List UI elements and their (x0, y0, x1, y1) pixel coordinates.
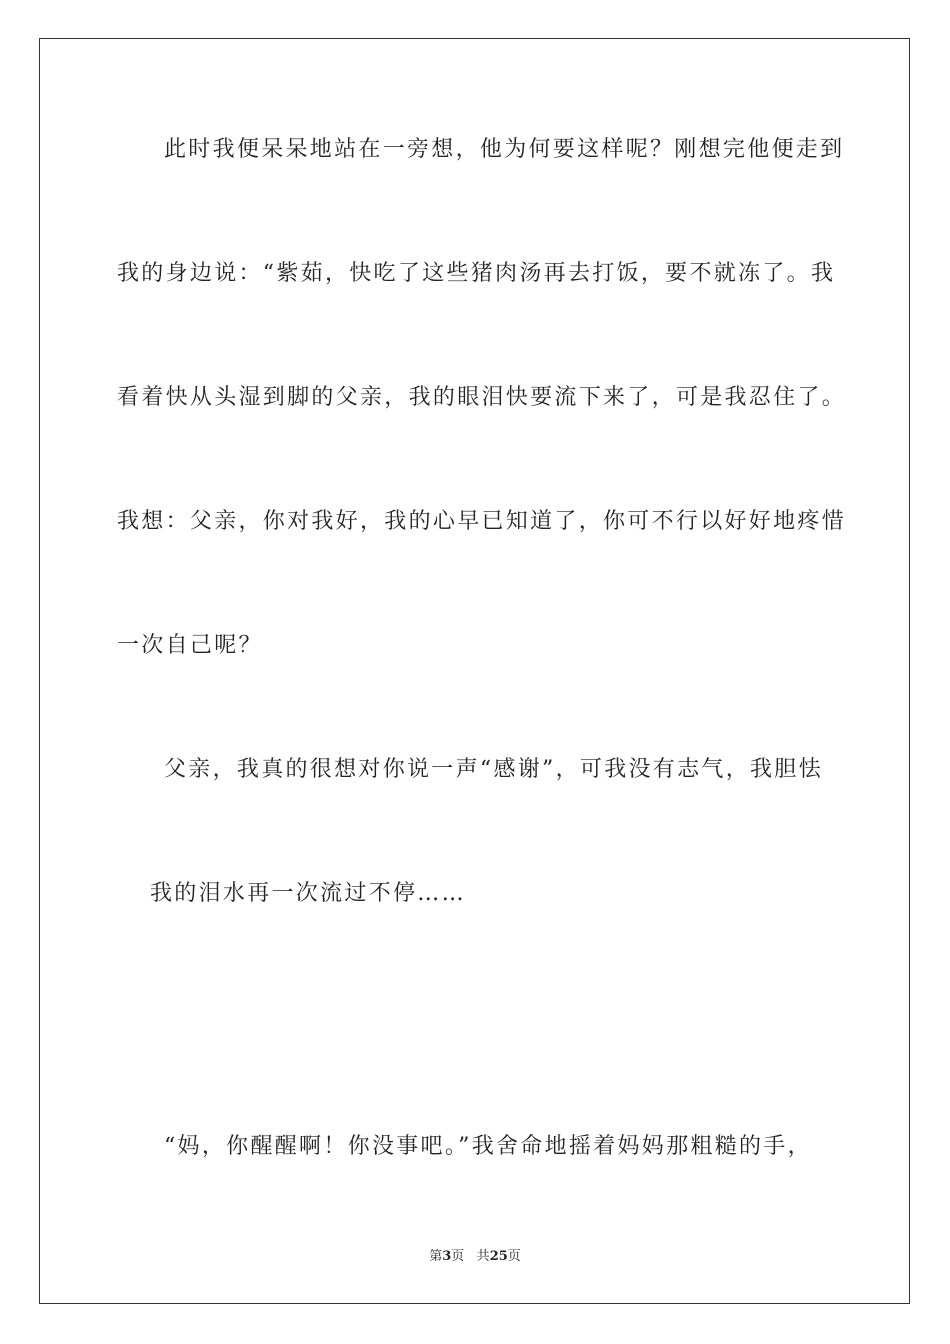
page-prefix: 第 (429, 1249, 443, 1264)
paragraph-line-8: “妈，你醒醒啊！你没事吧。”我舍命地摇着妈妈那粗糙的手， (164, 1134, 812, 1159)
paragraph-line-5: 一次自己呢？ (117, 633, 263, 658)
page-suffix: 页 (451, 1249, 465, 1264)
total-suffix: 页 (507, 1249, 521, 1264)
paragraph-line-1: 此时我便呆呆地站在一旁想，他为何要这样呢？刚想完他便走到 (164, 137, 845, 162)
total-prefix: 共 (476, 1249, 490, 1264)
page-number: 3 (442, 1249, 452, 1264)
paragraph-line-4: 我想：父亲，你对我好，我的心早已知道了，你可不行以好好地疼惜 (117, 509, 847, 534)
page-footer (0, 1248, 950, 1266)
paragraph-line-2: 我的身边说：“紫茹，快吃了这些猪肉汤再去打饭，要不就冻了。我 (117, 261, 836, 286)
page-frame (39, 38, 910, 1304)
paragraph-line-6: 父亲，我真的很想对你说一声“感谢”，可我没有志气，我胆怯 (164, 757, 823, 782)
paragraph-line-3: 看着快从头湿到脚的父亲，我的眼泪快要流下来了，可是我忍住了。 (117, 385, 847, 410)
total-pages: 25 (489, 1249, 508, 1264)
paragraph-line-7: 我的泪水再一次流过不停…… (150, 881, 466, 906)
